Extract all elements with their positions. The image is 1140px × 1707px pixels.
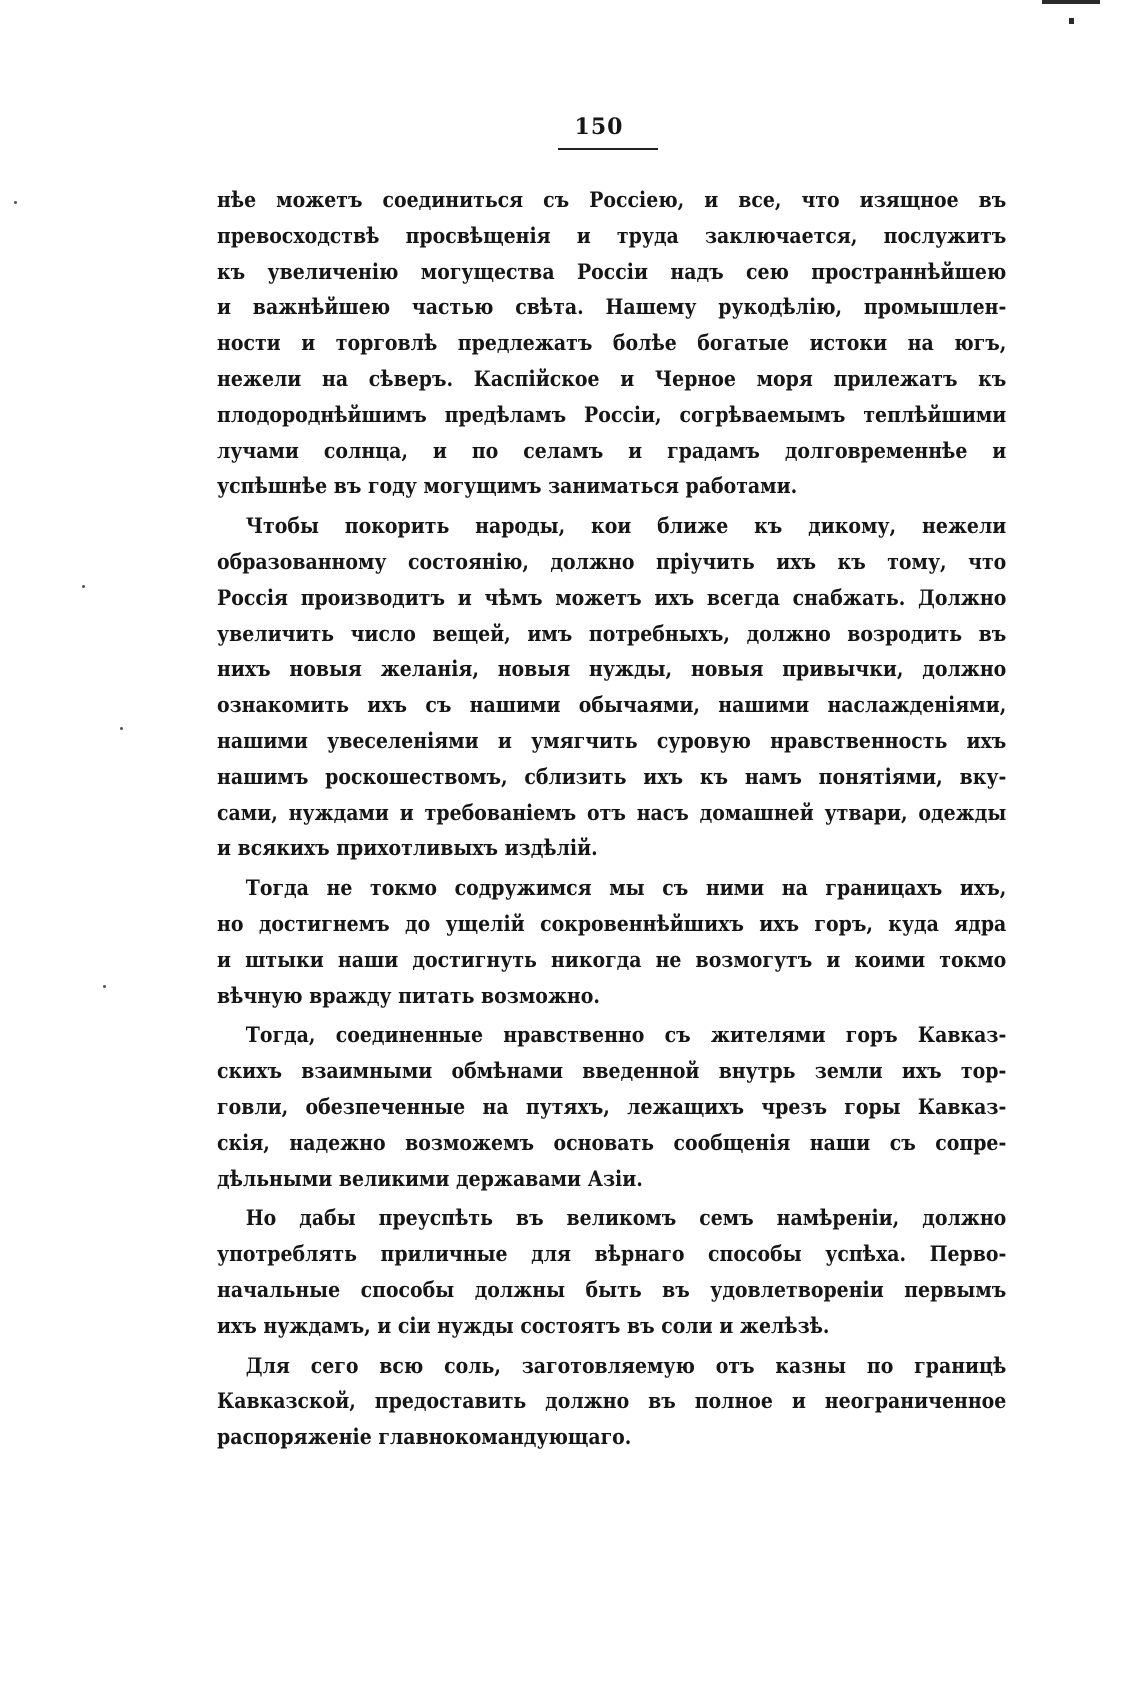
text-line: ихъ нуждамъ, и сіи нужды состоятъ въ соли и желѣзѣ. — [217, 1312, 830, 1338]
text-line: Россія производитъ и чѣмъ можетъ ихъ всегда снабжать. Должно — [217, 584, 1007, 610]
text-line: употреблять приличные для вѣрнаго способы успѣха. Перво- — [217, 1241, 1007, 1267]
paragraph — [217, 1200, 1007, 1343]
body-text — [217, 182, 1007, 1459]
text-line: сами, нуждами и требованіемъ отъ насъ домашней утвари, одежды — [217, 799, 1007, 825]
page-number: 150 — [574, 114, 624, 140]
text-line: дѣльными великими державами Азіи. — [217, 1165, 643, 1191]
scan-speck — [82, 585, 85, 588]
text-line: нашими увеселеніями и умягчить суровую нравственность ихъ — [217, 727, 1007, 753]
text-line: распоряженіе главнокомандующаго. — [217, 1424, 632, 1450]
scan-corner-mark — [1042, 0, 1100, 4]
text-line: ности и торговлѣ предлежатъ болѣе богатые истоки на югъ, — [217, 330, 1007, 356]
scan-speck — [14, 201, 17, 204]
paragraph — [217, 508, 1007, 866]
scan-speck — [103, 985, 106, 988]
scan-speck — [120, 727, 123, 730]
text-line: превосходствѣ просвѣщенія и труда заключается, послужитъ — [217, 222, 1007, 248]
text-line: Но дабы преуспѣть въ великомъ семъ намѣреніи, должно — [245, 1205, 1007, 1231]
text-line: и важнѣйшею частью свѣта. Нашему рукодѣлію, промышлен- — [217, 294, 1007, 320]
page-number-rule — [558, 148, 658, 150]
text-line: плодороднѣйшимъ предѣламъ Россіи, согрѣваемымъ теплѣйшими — [217, 401, 1007, 427]
text-line: къ увеличенію могущества Россіи надъ сею пространнѣйшею — [217, 258, 1007, 284]
text-line: успѣшнѣе въ году могущимъ заниматься работами. — [217, 473, 798, 499]
text-line: скихъ взаимными обмѣнами введенной внутрь земли ихъ тор- — [217, 1058, 1007, 1084]
text-line: нихъ новыя желанія, новыя нужды, новыя привычки, должно — [217, 656, 1007, 682]
text-line: Кавказской, предоставить должно въ полное и неограниченное — [217, 1388, 1007, 1414]
paragraph — [217, 182, 1007, 504]
paragraph — [217, 1348, 1007, 1455]
scan-corner-dot — [1069, 18, 1074, 24]
text-line: нашимъ роскошествомъ, сблизить ихъ къ намъ понятіями, вку- — [217, 763, 1007, 789]
text-line: но достигнемъ до ущелій сокровеннѣйшихъ ихъ горъ, куда ядра — [217, 910, 1007, 936]
text-line: образованному состоянію, должно пріучить ихъ къ тому, что — [217, 548, 1007, 574]
text-line: Тогда не токмо содружимся мы съ ними на границахъ ихъ, — [245, 875, 1007, 901]
text-line: говли, обезпеченные на путяхъ, лежащихъ чрезъ горы Кавказ- — [217, 1093, 1007, 1119]
text-line: Тогда, соединенные нравственно съ жителями горъ Кавказ- — [245, 1022, 1007, 1048]
text-line: ознакомить ихъ съ нашими обычаями, нашими наслажденіями, — [217, 692, 1007, 718]
text-line: и штыки наши достигнуть никогда не возмогутъ и коими токмо — [217, 946, 1007, 972]
text-line: начальные способы должны быть въ удовлетвореніи первымъ — [217, 1276, 1007, 1302]
paragraph — [217, 870, 1007, 1013]
text-line: и всякихъ прихотливыхъ издѣлій. — [217, 835, 598, 861]
text-line: вѣчную вражду питать возможно. — [217, 982, 600, 1008]
text-line: нежели на сѣверъ. Каспійское и Черное моря прилежатъ къ — [217, 365, 1007, 391]
text-line: Для сего всю соль, заготовляемую отъ казны по границѣ — [245, 1352, 1007, 1378]
text-line: скія, надежно возможемъ основать сообщенія наши съ сопре- — [217, 1129, 1007, 1155]
paragraph — [217, 1017, 1007, 1196]
text-line: лучами солнца, и по селамъ и градамъ долговременнѣе и — [217, 437, 1007, 463]
text-line: увеличить число вещей, имъ потребныхъ, должно возродить въ — [217, 620, 1007, 646]
text-line: нѣе можетъ соединиться съ Россіею, и все, что изящное въ — [217, 187, 1007, 212]
text-line: Чтобы покорить народы, кои ближе къ дикому, нежели — [245, 513, 1007, 539]
